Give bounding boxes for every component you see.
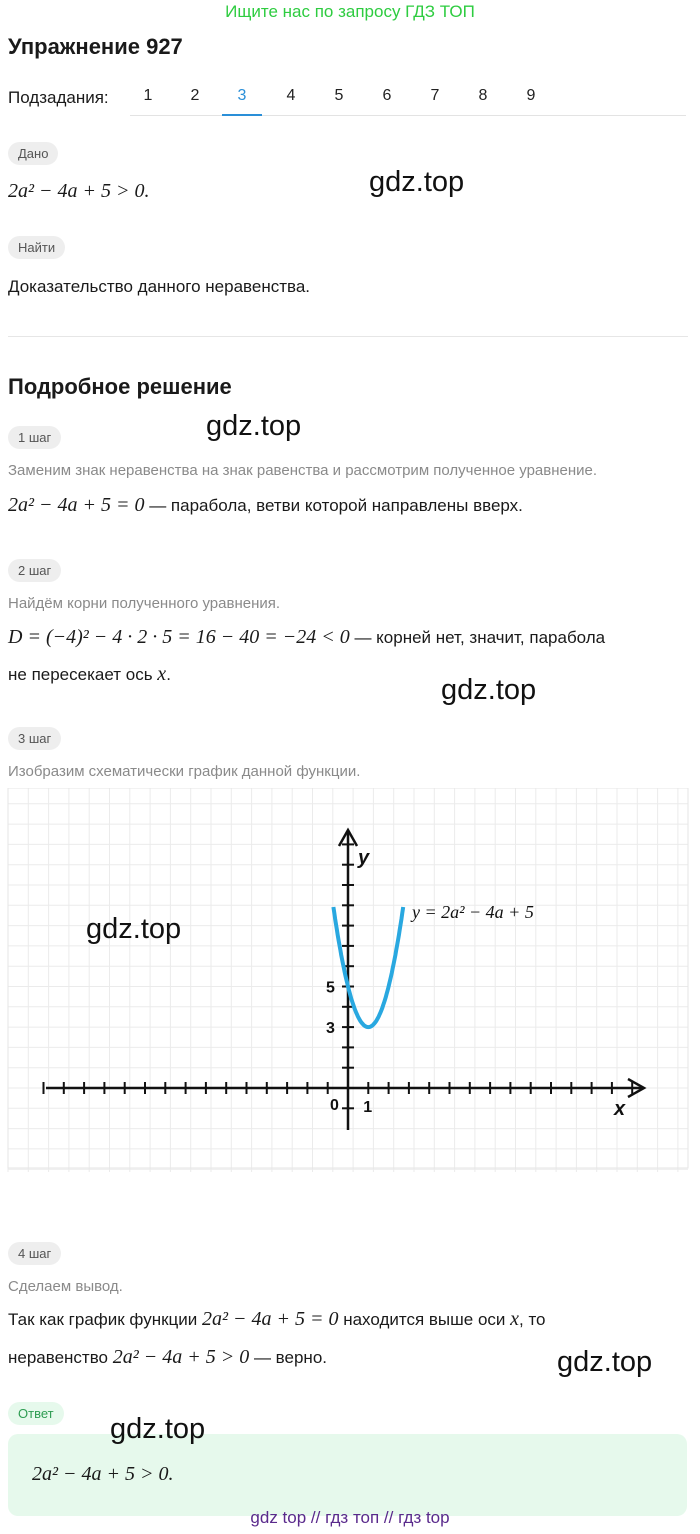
- step-4-axis: x: [510, 1308, 520, 1330]
- answer-badge: Ответ: [8, 1402, 64, 1425]
- step-1-statement: [8, 494, 523, 517]
- step-1-expression: 2a² − 4a + 5 = 0: [8, 494, 145, 516]
- step-2-statement-cont: [8, 663, 171, 686]
- step-4-description: Сделаем вывод.: [8, 1278, 123, 1295]
- step-1-description: Заменим знак неравенства на знак равенства и рассмотрим полученное уравнение.: [8, 462, 598, 479]
- x-tick-label-1: 1: [363, 1099, 373, 1116]
- tab-7[interactable]: 7: [430, 87, 440, 104]
- answer-expression: 2a² − 4a + 5 > 0.: [32, 1463, 174, 1485]
- tab-4[interactable]: 4: [286, 87, 296, 104]
- step-2-badge: 2 шаг: [8, 559, 61, 582]
- step-4-text: — верно.: [249, 1348, 327, 1367]
- tab-2[interactable]: 2: [190, 87, 200, 104]
- subtasks-label: Подзадания:: [8, 88, 109, 107]
- x-axis-label: x: [614, 1098, 626, 1120]
- watermark: gdz.top: [441, 674, 537, 706]
- step-4-line-1: [8, 1308, 546, 1331]
- page-title: Упражнение 927: [8, 34, 183, 59]
- given-badge: Дано: [8, 142, 58, 165]
- step-2-end: .: [166, 665, 171, 684]
- step-1-text: — парабола, ветви которой направлены вверх.: [144, 496, 523, 515]
- y-axis-label: y: [358, 847, 370, 869]
- step-1-badge: 1 шаг: [8, 426, 61, 449]
- step-2-expression: D = (−4)² − 4 · 2 · 5 = 16 − 40 = −24 < 0: [8, 626, 350, 648]
- step-2-text-cont: не пересекает ось: [8, 665, 158, 684]
- parabola-graph: [0, 788, 700, 1172]
- footer-links[interactable]: gdz top // гдз топ // гдз top: [250, 1508, 450, 1527]
- tab-5[interactable]: 5: [334, 87, 344, 104]
- origin-label: 0: [330, 1097, 339, 1114]
- step-4-line-2: [8, 1346, 327, 1369]
- tabs-divider: [130, 115, 686, 116]
- step-3-badge: 3 шаг: [8, 727, 61, 750]
- find-badge: Найти: [8, 236, 65, 259]
- step-2-statement: [8, 626, 605, 649]
- step-2-axis: x: [157, 663, 167, 685]
- tab-1[interactable]: 1: [143, 87, 153, 104]
- tab-6[interactable]: 6: [382, 87, 392, 104]
- tab-3[interactable]: 3: [222, 86, 262, 116]
- search-banner: Ищите нас по запросу ГДЗ ТОП: [225, 2, 475, 21]
- function-label: y = 2a² − 4a + 5: [412, 902, 534, 922]
- tab-8[interactable]: 8: [478, 87, 488, 104]
- step-4-text: неравенство: [8, 1348, 113, 1367]
- step-4-expression: 2a² − 4a + 5 > 0: [112, 1346, 250, 1368]
- tab-9[interactable]: 9: [526, 87, 536, 104]
- watermark: gdz.top: [206, 410, 302, 442]
- step-3-description: Изобразим схематически график данной функции.: [8, 763, 361, 780]
- solution-title: Подробное решение: [8, 374, 232, 399]
- given-expression: 2a² − 4a + 5 > 0.: [8, 180, 150, 202]
- find-text: Доказательство данного неравенства.: [8, 277, 311, 296]
- step-4-text: , то: [519, 1310, 546, 1329]
- graph-ticks: [44, 844, 633, 1108]
- step-2-text: — корней нет, значит, парабола: [349, 628, 606, 647]
- step-4-text: находится выше оси: [338, 1310, 511, 1329]
- step-4-badge: 4 шаг: [8, 1242, 61, 1265]
- watermark: gdz.top: [557, 1346, 653, 1378]
- section-divider: [8, 336, 688, 337]
- y-tick-label-5: 5: [326, 979, 335, 997]
- step-4-expression: 2a² − 4a + 5 = 0: [202, 1308, 339, 1330]
- watermark: gdz.top: [86, 913, 182, 945]
- watermark: gdz.top: [110, 1413, 206, 1445]
- step-4-text: Так как график функции: [8, 1310, 202, 1329]
- watermark: gdz.top: [369, 166, 465, 198]
- y-tick-label-3: 3: [326, 1020, 335, 1038]
- step-2-description: Найдём корни полученного уравнения.: [8, 595, 281, 612]
